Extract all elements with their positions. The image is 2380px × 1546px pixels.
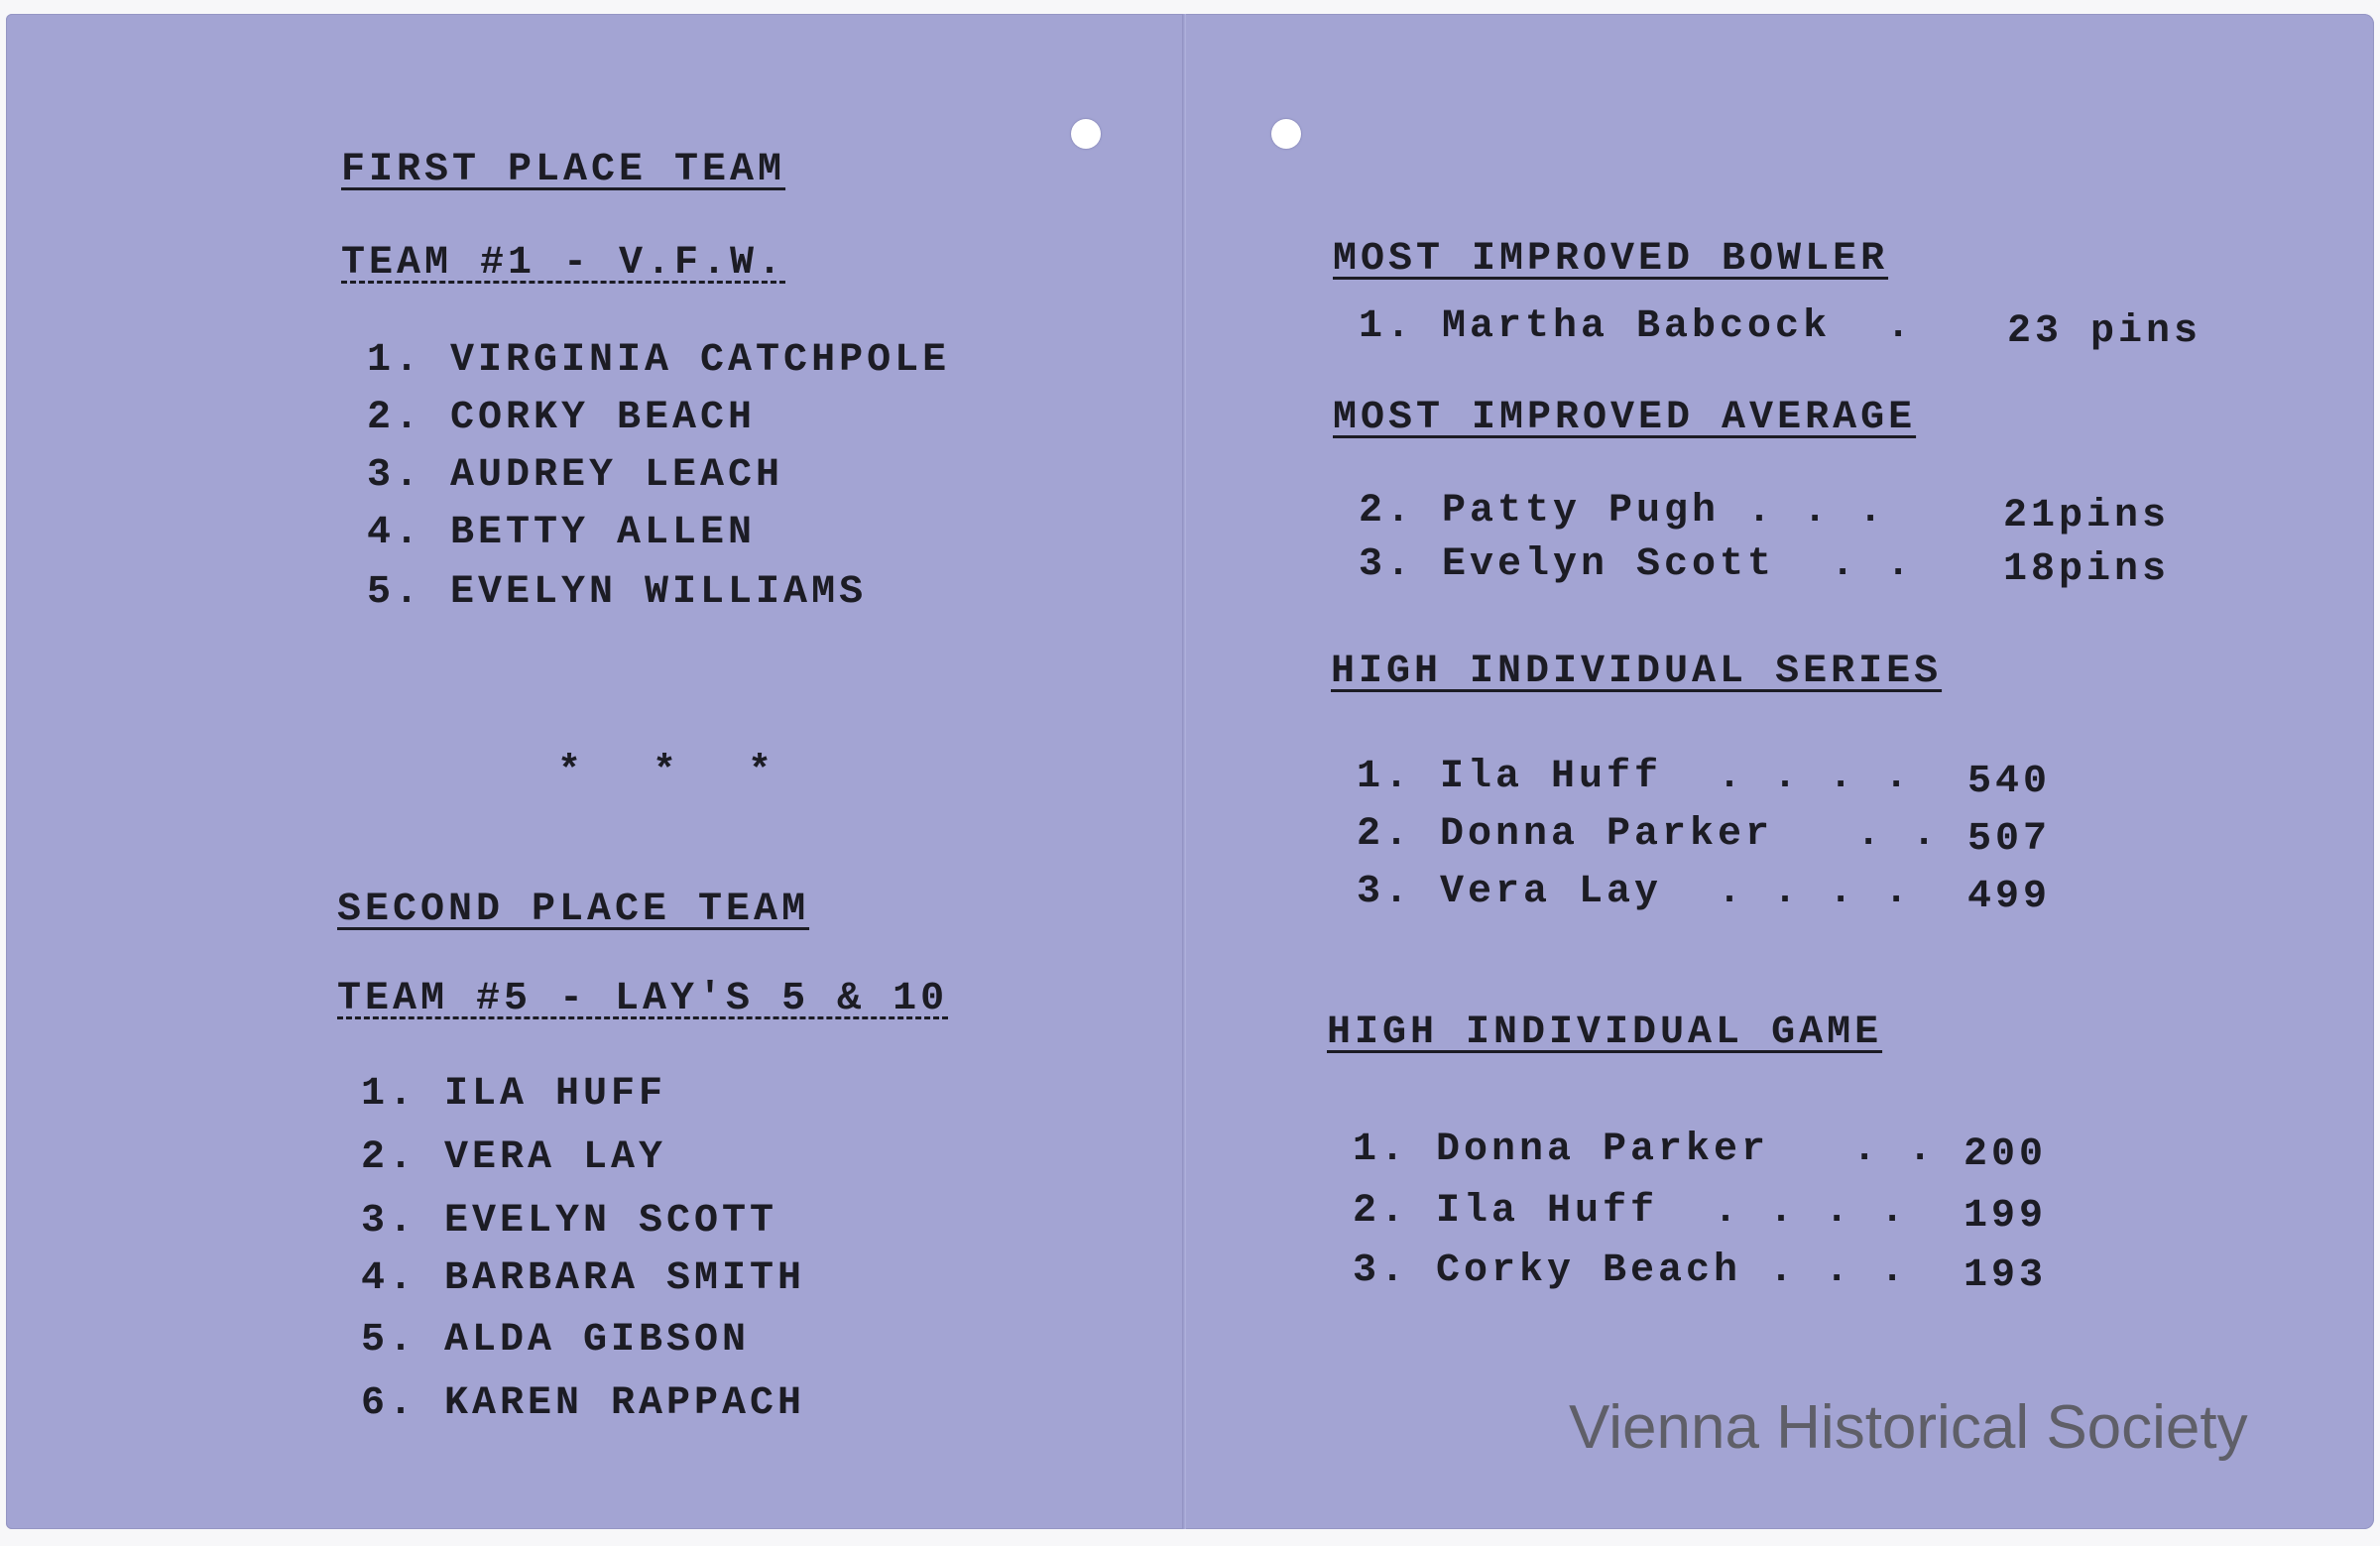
second-team-member: 3. EVELYN SCOTT bbox=[361, 1199, 778, 1244]
award-entry-name: 1. Martha Babcock . bbox=[1359, 304, 1915, 349]
second-team-member: 6. KAREN RAPPACH bbox=[361, 1381, 806, 1426]
high-individual-game-heading: HIGH INDIVIDUAL GAME bbox=[1327, 1011, 1883, 1055]
second-team-member: 4. BARBARA SMITH bbox=[361, 1256, 806, 1301]
award-entry-value: 199 bbox=[1964, 1194, 2048, 1239]
first-team-member: 3. AUDREY LEACH bbox=[367, 453, 784, 498]
award-entry-name: 3. Corky Beach . . . bbox=[1353, 1249, 1909, 1293]
award-entry-value: 193 bbox=[1964, 1253, 2048, 1298]
award-entry-name: 3. Vera Lay . . . . bbox=[1357, 870, 1913, 914]
award-entry-name: 2. Donna Parker . . bbox=[1357, 812, 1941, 857]
first-team-member: 5. EVELYN WILLIAMS bbox=[367, 570, 868, 615]
second-place-heading: SECOND PLACE TEAM bbox=[337, 888, 810, 932]
award-entry-value: 18pins bbox=[2003, 547, 2171, 592]
award-entry-name: 2. Patty Pugh . . . bbox=[1359, 489, 1887, 534]
first-team-member: 1. VIRGINIA CATCHPOLE bbox=[367, 338, 951, 383]
punch-hole-left bbox=[1071, 119, 1101, 149]
most-improved-bowler-heading: MOST IMPROVED BOWLER bbox=[1333, 237, 1889, 282]
award-entry-value: 200 bbox=[1964, 1132, 2048, 1177]
award-entry-value: 23 pins bbox=[2007, 309, 2202, 354]
first-team-name: TEAM #1 - V.F.W. bbox=[341, 241, 786, 286]
first-team-member: 4. BETTY ALLEN bbox=[367, 511, 757, 555]
award-entry-value: 499 bbox=[1967, 875, 2052, 919]
award-entry-value: 21pins bbox=[2003, 494, 2171, 538]
watermark: Vienna Historical Society bbox=[1569, 1393, 2248, 1462]
center-fold bbox=[1182, 14, 1186, 1529]
award-entry-value: 507 bbox=[1967, 817, 2052, 862]
award-entry-name: 1. Donna Parker . . bbox=[1353, 1128, 1937, 1172]
award-entry-name: 2. Ila Huff . . . . bbox=[1353, 1189, 1909, 1234]
first-team-member: 2. CORKY BEACH bbox=[367, 396, 757, 440]
second-team-member: 2. VERA LAY bbox=[361, 1135, 667, 1180]
most-improved-average-heading: MOST IMPROVED AVERAGE bbox=[1333, 396, 1917, 440]
award-entry-name: 3. Evelyn Scott . . bbox=[1359, 542, 1915, 587]
punch-hole-right bbox=[1271, 119, 1301, 149]
high-individual-series-heading: HIGH INDIVIDUAL SERIES bbox=[1331, 650, 1943, 694]
second-team-name: TEAM #5 - LAY'S 5 & 10 bbox=[337, 977, 949, 1021]
second-team-member: 5. ALDA GIBSON bbox=[361, 1318, 751, 1363]
section-separator: * * * bbox=[557, 750, 796, 794]
second-team-member: 1. ILA HUFF bbox=[361, 1072, 667, 1117]
award-entry-value: 540 bbox=[1967, 760, 2052, 804]
award-entry-name: 1. Ila Huff . . . . bbox=[1357, 755, 1913, 799]
first-place-heading: FIRST PLACE TEAM bbox=[341, 148, 786, 192]
